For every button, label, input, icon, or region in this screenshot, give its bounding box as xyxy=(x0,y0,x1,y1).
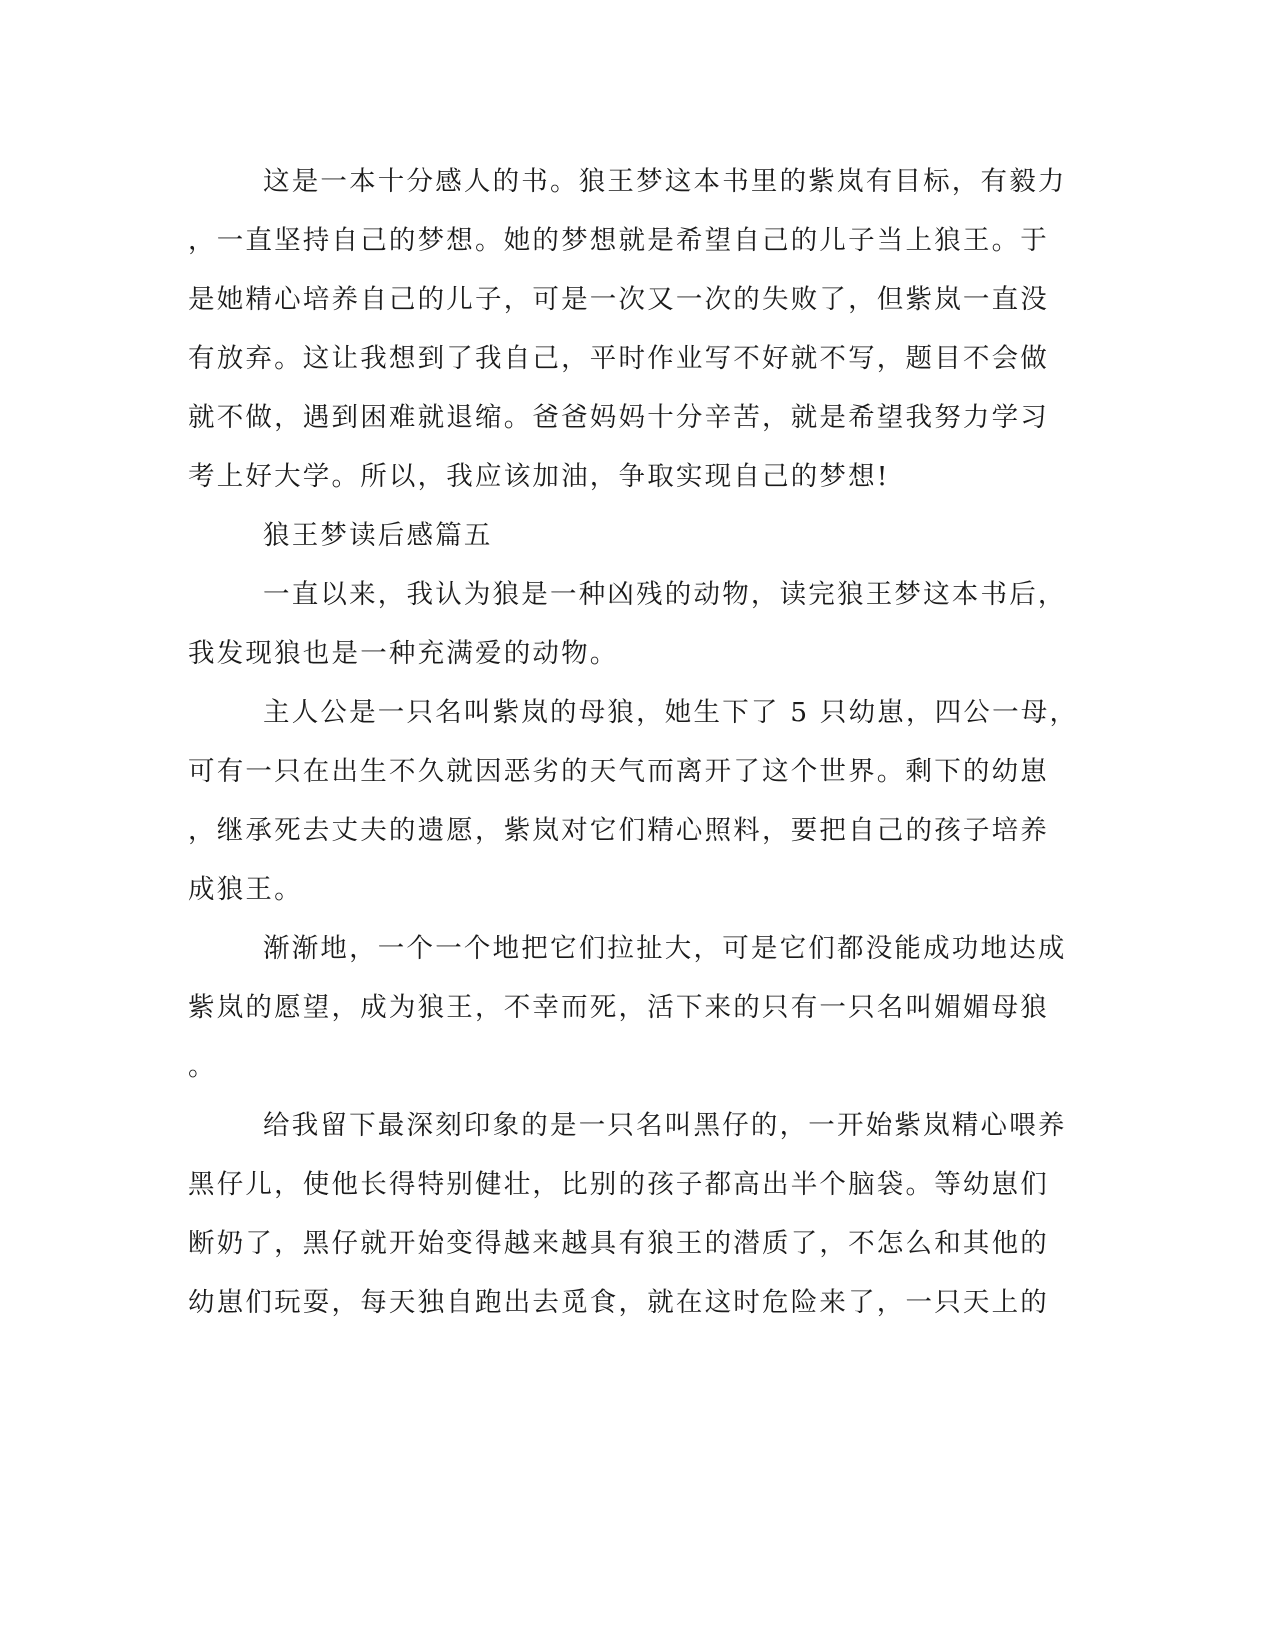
section-heading: 狼王梦读后感篇五 xyxy=(263,520,493,551)
paragraph-line: 是她精心培养自己的儿子，可是一次又一次的失败了，但紫岚一直没 xyxy=(188,284,1049,315)
paragraph-line: 成狼王。 xyxy=(188,874,303,905)
paragraph-line: 可有一只在出生不久就因恶劣的天气而离开了这个世界。剩下的幼崽 xyxy=(188,756,1049,787)
paragraph-line: 黑仔儿，使他长得特别健壮，比别的孩子都高出半个脑袋。等幼崽们 xyxy=(188,1169,1049,1200)
paragraph-line: 紫岚的愿望，成为狼王，不幸而死，活下来的只有一只名叫媚媚母狼 xyxy=(188,992,1049,1023)
paragraph-line: ，一直坚持自己的梦想。她的梦想就是希望自己的儿子当上狼王。于 xyxy=(188,225,1049,256)
paragraph-line: 断奶了，黑仔就开始变得越来越具有狼王的潜质了，不怎么和其他的 xyxy=(188,1228,1049,1259)
paragraph-line: 就不做，遇到困难就退缩。爸爸妈妈十分辛苦，就是希望我努力学习 xyxy=(188,402,1049,433)
paragraph-line: 有放弃。这让我想到了我自己，平时作业写不好就不写，题目不会做 xyxy=(188,343,1049,374)
paragraph-line: 主人公是一只名叫紫岚的母狼，她生下了 5 只幼崽，四公一母， xyxy=(263,697,1079,728)
paragraph-line: 这是一本十分感人的书。狼王梦这本书里的紫岚有目标，有毅力 xyxy=(263,166,1067,197)
paragraph-line: 。 xyxy=(188,1051,217,1082)
paragraph-line: 给我留下最深刻印象的是一只名叫黑仔的，一开始紫岚精心喂养 xyxy=(263,1110,1067,1141)
paragraph-line: 我发现狼也是一种充满爱的动物。 xyxy=(188,638,619,669)
paragraph-line: ，继承死去丈夫的遗愿，紫岚对它们精心照料，要把自己的孩子培养 xyxy=(188,815,1049,846)
paragraph-line: 一直以来，我认为狼是一种凶残的动物，读完狼王梦这本书后， xyxy=(263,579,1067,610)
paragraph-line: 考上好大学。所以，我应该加油，争取实现自己的梦想! xyxy=(188,461,890,492)
paragraph-line: 幼崽们玩耍，每天独自跑出去觅食，就在这时危险来了，一只天上的 xyxy=(188,1287,1049,1318)
paragraph-line: 渐渐地，一个一个地把它们拉扯大，可是它们都没能成功地达成 xyxy=(263,933,1067,964)
